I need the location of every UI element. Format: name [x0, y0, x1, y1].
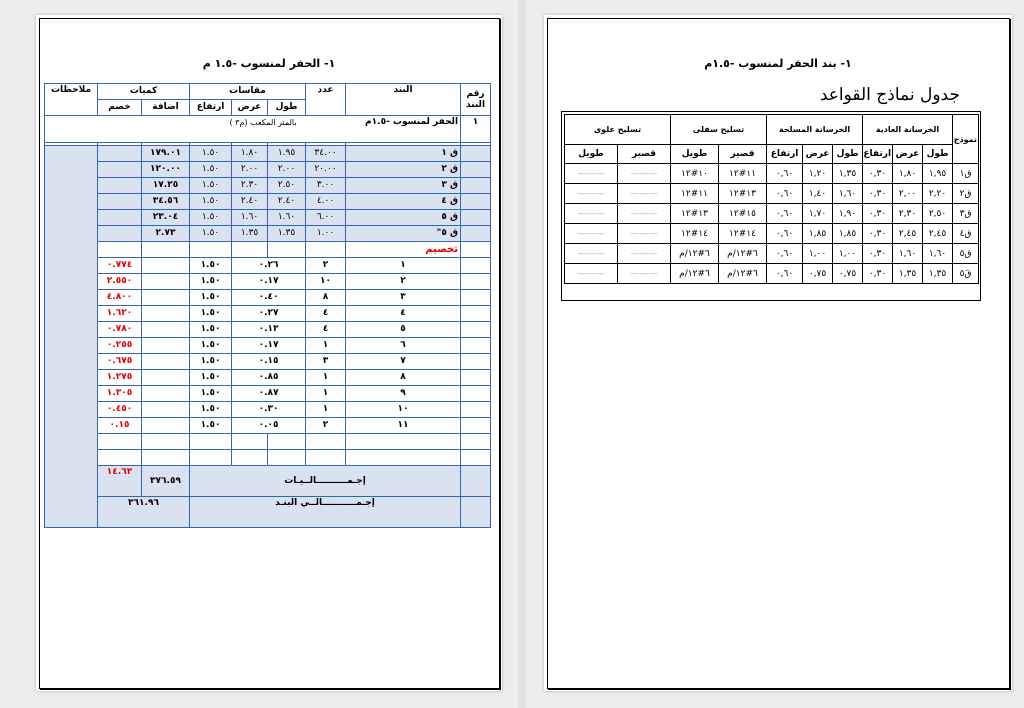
deduction-count: ١	[306, 386, 346, 402]
header-plain-concrete: الخرسانة العادية	[863, 115, 953, 145]
top-long-rebar: ———	[565, 184, 618, 204]
deduction-dimension: ٠.٣٠	[232, 402, 306, 418]
deduction-height: ١.٥٠	[190, 290, 232, 306]
deduction-height: ١.٥٠	[190, 306, 232, 322]
empty-cell	[232, 434, 268, 450]
header-bottom-long: طويل	[671, 145, 719, 164]
empty-cell	[461, 226, 491, 242]
header-top-long: طويل	[565, 145, 618, 164]
deduction-value: ٠.١٥	[98, 418, 142, 434]
rc-height: ٠,٦٠	[767, 244, 803, 264]
empty-cell	[461, 146, 491, 162]
deduction-dimension: ٠.١٧	[232, 274, 306, 290]
empty-cell	[232, 242, 268, 258]
schedule-group-header	[565, 115, 979, 145]
footing-length: ٢.٥٠	[268, 178, 306, 194]
deduction-height: ١.٥٠	[190, 258, 232, 274]
empty-cell	[142, 322, 190, 338]
empty-cell	[142, 290, 190, 306]
empty-cell	[142, 450, 190, 466]
empty-cell	[98, 242, 142, 258]
top-long-rebar: ———	[565, 204, 618, 224]
empty-cell	[268, 242, 306, 258]
header-add: اضافة	[142, 100, 190, 116]
deduction-row	[45, 290, 491, 306]
deduction-value: ١.٢٧٥	[98, 370, 142, 386]
empty-cell	[268, 434, 306, 450]
deduction-value: ٠.٧٧٤	[98, 258, 142, 274]
item-unit: بالمتر المكعب (م٣ )	[229, 118, 297, 127]
footing-schedule-title: جدول نماذج القواعد	[819, 85, 960, 105]
empty-cell	[461, 290, 491, 306]
pc-width: ١,٦٠	[893, 244, 923, 264]
top-short-rebar: ———	[618, 164, 671, 184]
blank-row	[45, 434, 491, 450]
totals-row	[45, 466, 491, 497]
footing-length: ١.٦٠	[268, 210, 306, 226]
footing-row	[45, 226, 491, 242]
pc-width: ١,٣٥	[893, 264, 923, 284]
pc-height: ٠,٣٠	[863, 244, 893, 264]
deduction-number: ٨	[346, 370, 461, 386]
deduction-value: ٠.٤٥٠	[98, 402, 142, 418]
footing-name: ق ٢	[346, 162, 461, 178]
footing-add: ٢.٧٣	[142, 226, 190, 242]
deduction-row	[45, 418, 491, 434]
header-length: طول	[268, 100, 306, 116]
model-name: ق٣	[953, 204, 979, 224]
footing-count: ١.٠٠	[306, 226, 346, 242]
top-short-rebar: ———	[618, 264, 671, 284]
bottom-long-rebar: ٦#١٢/م	[671, 264, 719, 284]
deduction-dimension: ٠.١٧	[232, 338, 306, 354]
deduction-row	[45, 322, 491, 338]
deduction-title-cell	[346, 242, 461, 258]
pc-height: ٠,٣٠	[863, 224, 893, 244]
deduction-number: ٢	[346, 274, 461, 290]
empty-cell	[461, 434, 491, 450]
deduction-dimension: ٠.٢٦	[232, 258, 306, 274]
deduction-dimension: ٠.٨٧	[232, 386, 306, 402]
empty-cell	[98, 450, 142, 466]
header-pc-width: عرض	[893, 145, 923, 164]
header-notes: ملاحظات	[45, 84, 98, 116]
footing-height: ١.٥٠	[190, 194, 232, 210]
footing-model-row	[565, 204, 979, 224]
deduction-height: ١.٥٠	[190, 418, 232, 434]
bottom-short-rebar: ١٣#١٢	[719, 184, 767, 204]
deduction-row	[45, 274, 491, 290]
item-number: ١	[461, 116, 491, 143]
footing-add: ١٢٠.٠٠	[142, 162, 190, 178]
empty-cell	[461, 306, 491, 322]
header-width: عرض	[232, 100, 268, 116]
deduction-number: ٦	[346, 338, 461, 354]
empty-cell	[461, 450, 491, 466]
header-top-rebar: تسليح علوى	[565, 115, 671, 145]
footing-add: ٢٣.٠٤	[142, 210, 190, 226]
top-short-rebar: ———	[618, 224, 671, 244]
footing-length: ١.٣٥	[268, 226, 306, 242]
deduction-dimension: ٠.٤٠	[232, 290, 306, 306]
bottom-short-rebar: ١٥#١٢	[719, 204, 767, 224]
rc-height: ٠,٦٠	[767, 224, 803, 244]
deduction-height: ١.٥٠	[190, 354, 232, 370]
item-total-label: إجـمـــــــــــالــي البنـد	[190, 497, 461, 528]
footing-model-row	[565, 264, 979, 284]
deduction-count: ٤	[306, 306, 346, 322]
empty-cell	[461, 322, 491, 338]
header-count: عدد	[306, 84, 346, 116]
deduction-value: ٠.٢٥٥	[98, 338, 142, 354]
rc-height: ٠,٦٠	[767, 184, 803, 204]
empty-cell	[190, 242, 232, 258]
deduction-dimension: ٠.٢٧	[232, 306, 306, 322]
footing-name: ق ١	[346, 146, 461, 162]
pc-length: ٢,٢٠	[923, 184, 953, 204]
footing-deduct	[98, 210, 142, 226]
empty-cell	[142, 258, 190, 274]
empty-cell	[142, 386, 190, 402]
deduction-number: ٥	[346, 322, 461, 338]
model-name: ق١	[953, 164, 979, 184]
empty-cell	[461, 258, 491, 274]
model-name: ق٥	[953, 244, 979, 264]
top-long-rebar: ———	[565, 244, 618, 264]
deduction-height: ١.٥٠	[190, 322, 232, 338]
header-item-no: رقم البند	[461, 84, 491, 116]
empty-cell	[461, 418, 491, 434]
empty-cell	[346, 434, 461, 450]
header-top-short: قصير	[618, 145, 671, 164]
footing-deduct	[98, 146, 142, 162]
model-name: ق٤	[953, 224, 979, 244]
bottom-long-rebar: ٦#١٢/م	[671, 244, 719, 264]
totals-add: ٣٧٦.٥٩	[142, 466, 190, 497]
footing-length: ١.٩٥	[268, 146, 306, 162]
pc-width: ١,٨٠	[893, 164, 923, 184]
footing-deduct	[98, 162, 142, 178]
pc-width: ٢,٠٠	[893, 184, 923, 204]
deduction-row	[45, 258, 491, 274]
empty-cell	[461, 338, 491, 354]
top-short-rebar: ———	[618, 204, 671, 224]
footing-height: ١.٥٠	[190, 146, 232, 162]
deduction-height: ١.٥٠	[190, 274, 232, 290]
empty-cell	[190, 450, 232, 466]
bottom-long-rebar: ١٤#١٢	[671, 224, 719, 244]
rc-height: ٠,٦٠	[767, 204, 803, 224]
header-rc-height: ارتفاع	[767, 145, 803, 164]
deduction-count: ١٠	[306, 274, 346, 290]
deduction-height: ١.٥٠	[190, 402, 232, 418]
footing-count: ٦.٠٠	[306, 210, 346, 226]
item-title-cell	[45, 116, 461, 143]
empty-cell	[142, 306, 190, 322]
rc-height: ٠,٦٠	[767, 264, 803, 284]
deduction-dimension: ٠.٨٥	[232, 370, 306, 386]
deduction-value: ١.٣٠٥	[98, 386, 142, 402]
empty-cell	[306, 434, 346, 450]
header-height: ارتفاع	[190, 100, 232, 116]
quantity-table	[44, 83, 491, 528]
empty-cell	[346, 450, 461, 466]
pc-width: ٢,٤٥	[893, 224, 923, 244]
bottom-short-rebar: ٦#١٢/م	[719, 264, 767, 284]
footing-count: ٤.٠٠	[306, 194, 346, 210]
header-pc-length: طول	[923, 145, 953, 164]
deduction-row	[45, 370, 491, 386]
footing-width: ١.٣٥	[232, 226, 268, 242]
pc-length: ١,٦٠	[923, 244, 953, 264]
footing-length: ٢.٤٠	[268, 194, 306, 210]
deduction-number: ١١	[346, 418, 461, 434]
footing-name: ق ٤	[346, 194, 461, 210]
header-bottom-rebar: تسليح سفلى	[671, 115, 767, 145]
deduction-number: ٣	[346, 290, 461, 306]
deduction-number: ١	[346, 258, 461, 274]
header-pc-height: ارتفاع	[863, 145, 893, 164]
pc-height: ٠,٣٠	[863, 264, 893, 284]
deduction-number: ٩	[346, 386, 461, 402]
empty-cell	[461, 274, 491, 290]
deduction-value: ٤.٨٠٠	[98, 290, 142, 306]
footing-name: ق ٣	[346, 178, 461, 194]
footing-row	[45, 162, 491, 178]
header-deduct: خصم	[98, 100, 142, 116]
empty-cell	[142, 274, 190, 290]
rc-width: ١,٢٠	[803, 164, 833, 184]
item-total-row	[45, 497, 491, 528]
footing-add: ٣٤.٥٦	[142, 194, 190, 210]
schedule-sub-header	[565, 145, 979, 164]
footing-row	[45, 178, 491, 194]
footing-row	[45, 146, 491, 162]
bottom-short-rebar: ١٤#١٢	[719, 224, 767, 244]
bottom-long-rebar: ١٠#١٢	[671, 164, 719, 184]
rc-width: ١,٨٥	[803, 224, 833, 244]
deduction-height: ١.٥٠	[190, 338, 232, 354]
footing-add: ١٧٩.٠١	[142, 146, 190, 162]
empty-cell	[98, 434, 142, 450]
footing-name: ق ٥"	[346, 226, 461, 242]
rc-length: ٠,٧٥	[833, 264, 863, 284]
footing-height: ١.٥٠	[190, 210, 232, 226]
pc-length: ١,٣٥	[923, 264, 953, 284]
bottom-long-rebar: ١١#١٢	[671, 184, 719, 204]
rc-length: ١,٨٥	[833, 224, 863, 244]
footing-height: ١.٥٠	[190, 162, 232, 178]
bottom-short-rebar: ٦#١٢/م	[719, 244, 767, 264]
header-bottom-short: قصير	[719, 145, 767, 164]
footing-count: ٣.٠٠	[306, 178, 346, 194]
model-name: ق٢	[953, 184, 979, 204]
footing-count: ٣٤.٠٠	[306, 146, 346, 162]
rc-height: ٠,٦٠	[767, 164, 803, 184]
pc-length: ١,٩٥	[923, 164, 953, 184]
empty-cell	[461, 162, 491, 178]
pc-height: ٠,٣٠	[863, 184, 893, 204]
pc-length: ٢,٥٠	[923, 204, 953, 224]
table-header-row	[45, 84, 491, 100]
empty-cell	[232, 450, 268, 466]
footing-length: ٢.٠٠	[268, 162, 306, 178]
header-item: البند	[346, 84, 461, 116]
empty-cell	[461, 354, 491, 370]
totals-label: إجـمــــــــــالــيـات	[190, 466, 461, 497]
footing-height: ١.٥٠	[190, 226, 232, 242]
empty-cell	[461, 370, 491, 386]
empty-cell	[461, 210, 491, 226]
left-page-title: ١- الحفر لمنسوب -١.٥ م	[202, 57, 336, 70]
empty-cell	[461, 194, 491, 210]
deduction-count: ٣	[306, 354, 346, 370]
footing-width: ٢.٠٠	[232, 162, 268, 178]
deduction-value: ٢.٥٥٠	[98, 274, 142, 290]
header-dims: مقاسات	[190, 84, 306, 100]
rc-length: ١,٩٠	[833, 204, 863, 224]
empty-cell	[268, 450, 306, 466]
rc-width: ١,٠٠	[803, 244, 833, 264]
footing-deduct	[98, 226, 142, 242]
footing-width: ١.٦٠	[232, 210, 268, 226]
rc-width: ١,٧٠	[803, 204, 833, 224]
footing-height: ١.٥٠	[190, 178, 232, 194]
header-reinforced-concrete: الخرسانة المسلحة	[767, 115, 863, 145]
pc-length: ٢,٤٥	[923, 224, 953, 244]
deduction-count: ٢	[306, 258, 346, 274]
page-gutter	[518, 0, 526, 708]
footing-count: ٢٠.٠٠	[306, 162, 346, 178]
deduction-row	[45, 338, 491, 354]
pc-height: ٠,٣٠	[863, 204, 893, 224]
footing-add: ١٧.٢٥	[142, 178, 190, 194]
empty-cell	[190, 434, 232, 450]
empty-cell	[142, 418, 190, 434]
rc-length: ١,٣٥	[833, 164, 863, 184]
header-rc-length: طول	[833, 145, 863, 164]
footing-deduct	[98, 194, 142, 210]
empty-cell	[142, 242, 190, 258]
deduction-row	[45, 306, 491, 322]
item-total-value: ٣٦١.٩٦	[98, 497, 190, 528]
model-name: ق٥َ	[953, 264, 979, 284]
notes-cell	[45, 146, 98, 528]
deduction-count: ٢	[306, 418, 346, 434]
footing-schedule-table	[564, 114, 979, 284]
header-quantities: كميات	[98, 84, 190, 100]
deduction-value: ٠.٧٨٠	[98, 322, 142, 338]
footing-width: ٢.٣٠	[232, 178, 268, 194]
rc-width: ١,٤٠	[803, 184, 833, 204]
footing-model-row	[565, 244, 979, 264]
empty-cell	[306, 450, 346, 466]
footing-model-row	[565, 184, 979, 204]
footing-deduct	[98, 178, 142, 194]
empty-cell	[306, 242, 346, 258]
footing-model-row	[565, 164, 979, 184]
deduction-value: ١.٦٢٠	[98, 306, 142, 322]
pc-width: ٢,٣٠	[893, 204, 923, 224]
item-title-row	[45, 116, 491, 143]
empty-cell	[142, 338, 190, 354]
top-short-rebar: ———	[618, 244, 671, 264]
totals-deduct: ١٤.٦٣	[98, 466, 142, 497]
header-rc-width: عرض	[803, 145, 833, 164]
item-title: الحفر لمنسوب -١.٥م	[365, 117, 459, 127]
empty-cell	[142, 354, 190, 370]
deduction-dimension: ٠.١٣	[232, 322, 306, 338]
empty-cell	[461, 466, 491, 497]
empty-cell	[461, 242, 491, 258]
empty-cell	[461, 386, 491, 402]
right-document-page	[544, 15, 1012, 691]
deduction-title: تخصيم	[425, 243, 459, 255]
deduction-number: ٧	[346, 354, 461, 370]
header-model: نموذج	[953, 115, 979, 164]
footing-width: ٢.٤٠	[232, 194, 268, 210]
deduction-row	[45, 354, 491, 370]
footing-width: ١.٨٠	[232, 146, 268, 162]
deduction-dimension: ٠.٠٥	[232, 418, 306, 434]
empty-cell	[461, 497, 491, 528]
footing-row	[45, 194, 491, 210]
right-page-title: ١- بند الحفر لمنسوب -١.٥م	[704, 57, 852, 70]
empty-cell	[461, 402, 491, 418]
top-long-rebar: ———	[565, 164, 618, 184]
deduction-count: ١	[306, 370, 346, 386]
rc-length: ١,٠٠	[833, 244, 863, 264]
deduction-count: ٨	[306, 290, 346, 306]
empty-cell	[142, 402, 190, 418]
deduction-row	[45, 402, 491, 418]
empty-cell	[142, 370, 190, 386]
deduction-number: ٤	[346, 306, 461, 322]
deduction-number: ١٠	[346, 402, 461, 418]
deduction-height: ١.٥٠	[190, 370, 232, 386]
empty-cell	[142, 434, 190, 450]
deduction-row	[45, 386, 491, 402]
top-long-rebar: ———	[565, 264, 618, 284]
deduction-dimension: ٠.١٥	[232, 354, 306, 370]
deduction-value: ٠.٦٧٥	[98, 354, 142, 370]
deduction-count: ٤	[306, 322, 346, 338]
bottom-short-rebar: ١١#١٢	[719, 164, 767, 184]
rc-width: ٠,٧٥	[803, 264, 833, 284]
rc-length: ١,٦٠	[833, 184, 863, 204]
top-long-rebar: ———	[565, 224, 618, 244]
bottom-long-rebar: ١٣#١٢	[671, 204, 719, 224]
deduction-count: ١	[306, 402, 346, 418]
footing-name: ق ٥	[346, 210, 461, 226]
footing-model-row	[565, 224, 979, 244]
deduction-height: ١.٥٠	[190, 386, 232, 402]
deduction-count: ١	[306, 338, 346, 354]
deduction-title-row	[45, 242, 491, 258]
blank-row	[45, 450, 491, 466]
pc-height: ٠,٣٠	[863, 164, 893, 184]
empty-cell	[461, 178, 491, 194]
footing-row	[45, 210, 491, 226]
top-short-rebar: ———	[618, 184, 671, 204]
left-document-page	[36, 15, 502, 691]
